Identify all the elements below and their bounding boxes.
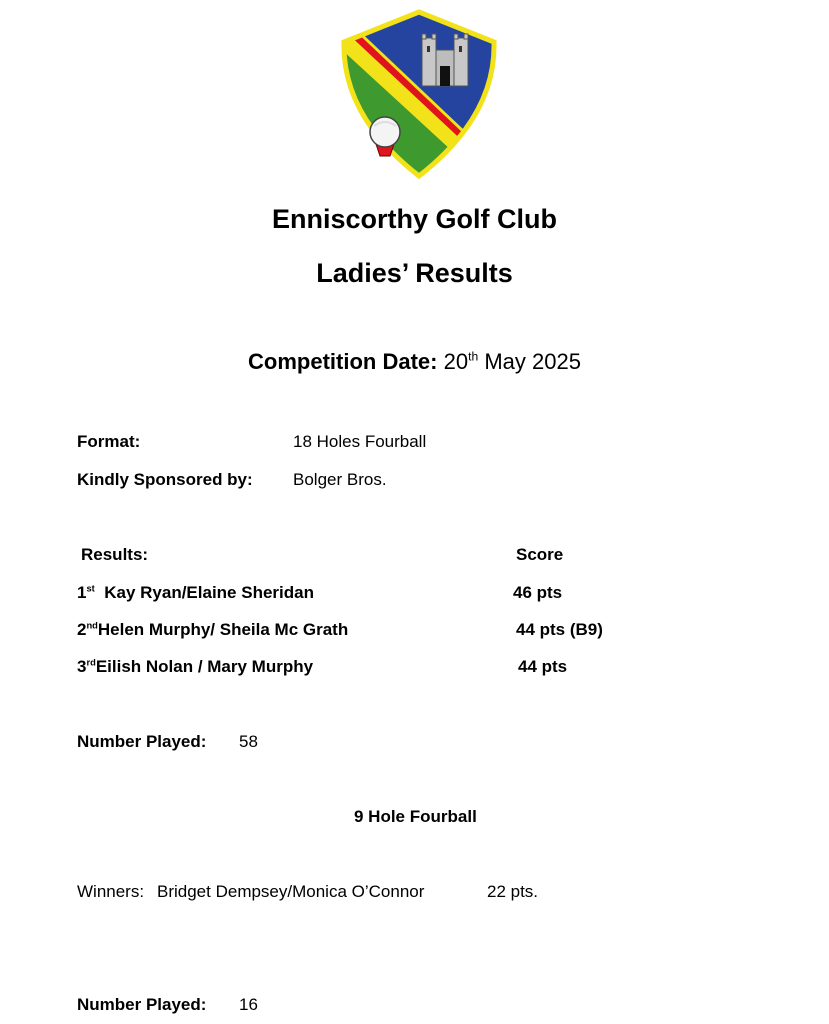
sponsor-value: Bolger Bros. (293, 470, 387, 489)
number-played-label-2: Number Played: (77, 995, 207, 1014)
result-place-suffix: nd (86, 620, 98, 631)
competition-date-day-suffix: th (468, 349, 479, 364)
competition-date-label: Competition Date: (248, 349, 438, 374)
club-name-title: Enniscorthy Golf Club (271, 204, 557, 234)
result-place: 2 (77, 620, 87, 639)
competition-date (0, 349, 829, 375)
format-label: Format: (77, 432, 141, 451)
winners-names: Bridget Dempsey/Monica O’Connor (157, 882, 425, 901)
number-played-value-2: 16 (239, 995, 258, 1014)
results-header-label: Results: (81, 545, 149, 564)
competition-date-day: 20 (443, 349, 469, 374)
result-place-suffix: st (86, 583, 95, 594)
score-header-label: Score (516, 545, 564, 564)
number-played-value: 58 (239, 732, 258, 751)
result-names: Kay Ryan/Elaine Sheridan (104, 583, 314, 602)
winners-score: 22 pts. (487, 882, 539, 901)
result-names: Helen Murphy/ Sheila Mc Grath (97, 620, 349, 639)
results-subtitle: Ladies’ Results (316, 258, 513, 288)
winners-label: Winners: (77, 882, 145, 901)
result-place-suffix: rd (86, 657, 96, 668)
result-score-3: 44 pts (518, 657, 568, 676)
club-crest-logo (338, 6, 500, 182)
result-place: 3 (77, 657, 87, 676)
result-names: Eilish Nolan / Mary Murphy (95, 657, 314, 676)
number-played-label: Number Played: (77, 732, 207, 751)
result-score-2: 44 pts (B9) (516, 620, 603, 639)
nine-hole-title: 9 Hole Fourball (354, 807, 477, 826)
result-row-2 (77, 620, 348, 640)
sponsor-label: Kindly Sponsored by: (77, 470, 253, 489)
result-row-3 (77, 657, 313, 677)
result-row-1 (77, 583, 314, 603)
result-score-1: 46 pts (513, 583, 563, 602)
format-value: 18 Holes Fourball (293, 432, 427, 451)
result-place: 1 (77, 583, 87, 602)
competition-date-month-year: May 2025 (484, 349, 581, 374)
